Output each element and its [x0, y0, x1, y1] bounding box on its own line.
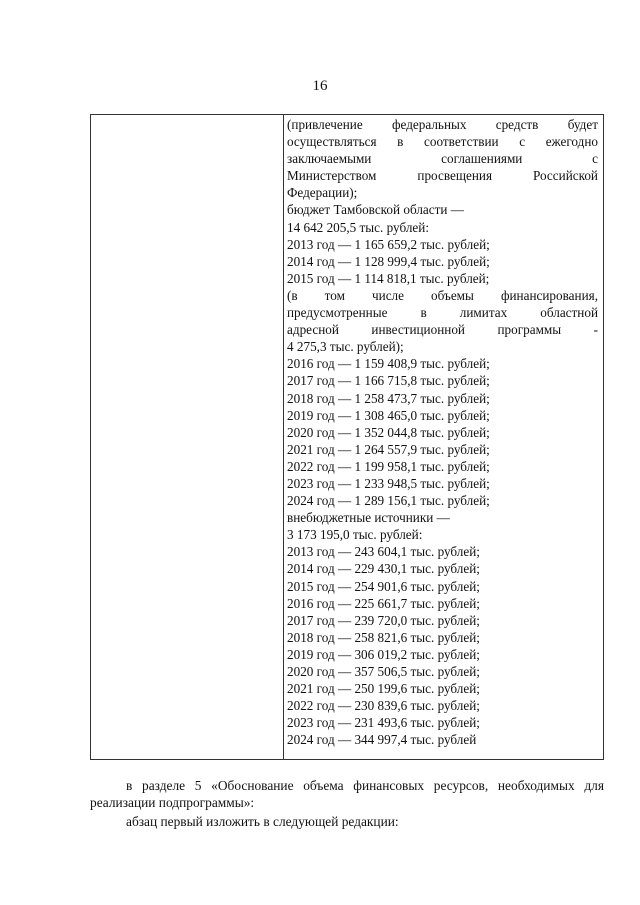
- table-line: 4 275,3 тыс. рублей);: [287, 339, 404, 355]
- table-line: 2016 год — 1 159 408,9 тыс. рублей;: [287, 356, 490, 372]
- table-line: Министерством просвещения Российской: [287, 168, 598, 184]
- table-line: 2013 год — 1 165 659,2 тыс. рублей;: [287, 236, 490, 252]
- table-line: 2020 год — 357 506,5 тыс. рублей;: [287, 664, 480, 679]
- table-line: 2015 год — 1 114 818,1 тыс. рублей;: [287, 270, 490, 286]
- document-table: [90, 114, 604, 760]
- table-line: 2016 год — 225 661,7 тыс. рублей;: [287, 595, 480, 611]
- table-line: заключаемыми соглашениями с: [287, 151, 598, 167]
- table-line: 2024 год — 344 997,4 тыс. рублей: [287, 732, 477, 748]
- instruction-paragraph: абзац первый изложить в следующей редакции:: [126, 814, 399, 829]
- table-line: 2022 год — 1 199 958,1 тыс. рублей;: [287, 458, 490, 474]
- table-line: 14 642 205,5 тыс. рублей:: [287, 219, 429, 235]
- table-line: предусмотренные в лимитах областной: [287, 305, 598, 321]
- table-line: 2018 год — 258 821,6 тыс. рублей;: [287, 629, 480, 645]
- section-paragraph: в разделе 5 «Обоснование объема финансовых ресурсов, необходимых для реализации подпрограммы»:: [90, 778, 604, 810]
- table-line: бюджет Тамбовской области —: [287, 202, 464, 218]
- table-line: 2024 год — 1 289 156,1 тыс. рублей;: [287, 493, 490, 509]
- table-line: внебюджетные источники —: [287, 510, 450, 526]
- table-line: 2023 год — 231 493,6 тыс. рублей;: [287, 715, 480, 731]
- table-line: осуществляться в соответствии с ежегодно: [287, 134, 598, 150]
- table-line: (в том числе объемы финансирования,: [287, 287, 598, 303]
- table-line: 2021 год — 1 264 557,9 тыс. рублей;: [287, 441, 490, 457]
- table-line: Федерации);: [287, 185, 358, 201]
- page-number: 16: [312, 78, 328, 94]
- table-column-divider: [283, 115, 284, 759]
- table-line: 2014 год — 1 128 999,4 тыс. рублей;: [287, 253, 490, 269]
- table-line: (привлечение федеральных средств будет: [287, 117, 598, 132]
- table-line: 2020 год — 1 352 044,8 тыс. рублей;: [287, 424, 490, 440]
- table-line: 2013 год — 243 604,1 тыс. рублей;: [287, 544, 480, 560]
- table-line: 2021 год — 250 199,6 тыс. рублей;: [287, 681, 480, 697]
- table-line: 2023 год — 1 233 948,5 тыс. рублей;: [287, 475, 490, 491]
- table-line: 2015 год — 254 901,6 тыс. рублей;: [287, 578, 480, 594]
- table-line: 2019 год — 306 019,2 тыс. рублей;: [287, 646, 480, 662]
- table-line: 2014 год — 229 430,1 тыс. рублей;: [287, 561, 480, 577]
- table-line: 2022 год — 230 839,6 тыс. рублей;: [287, 698, 480, 714]
- table-line: 2017 год — 239 720,0 тыс. рублей;: [287, 612, 480, 628]
- table-line: 2017 год — 1 166 715,8 тыс. рублей;: [287, 373, 490, 389]
- table-line: 2018 год — 1 258 473,7 тыс. рублей;: [287, 390, 490, 406]
- table-line: адресной инвестиционной программы -: [287, 322, 598, 338]
- table-line: 3 173 195,0 тыс. рублей:: [287, 527, 423, 543]
- table-cell-content: [287, 116, 598, 748]
- table-line: 2019 год — 1 308 465,0 тыс. рублей;: [287, 407, 490, 423]
